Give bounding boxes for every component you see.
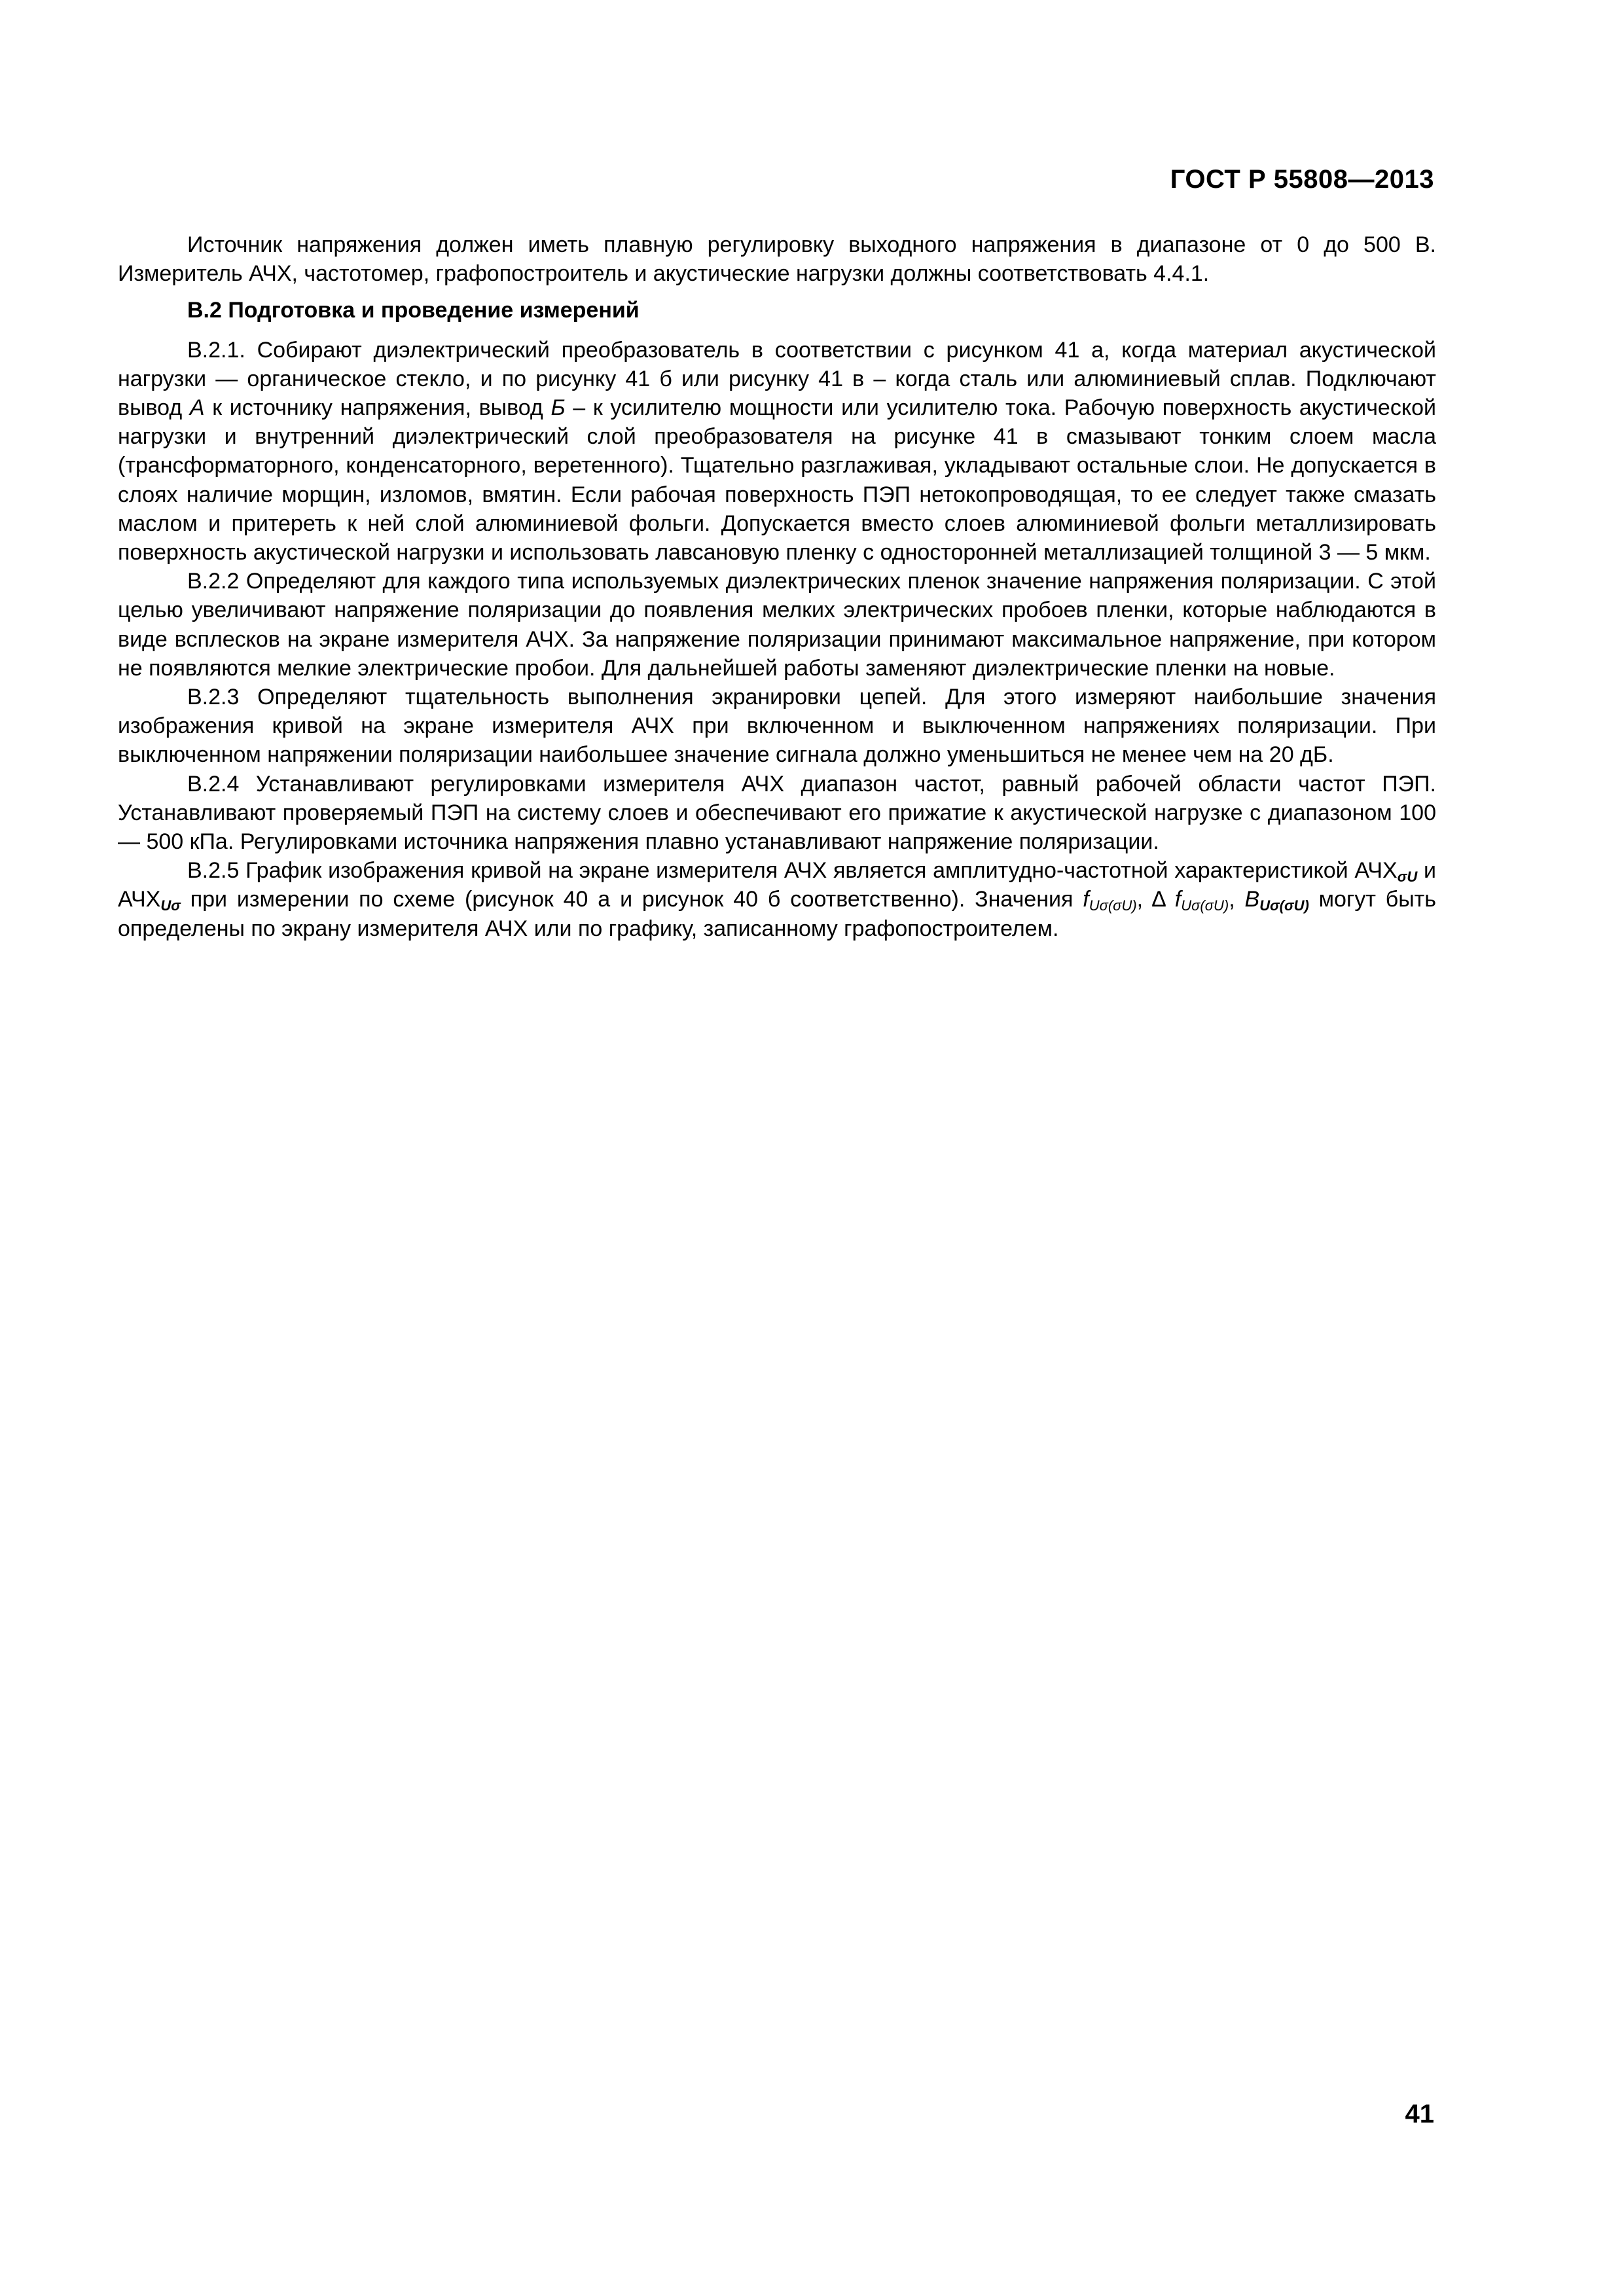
p5-symbol-delta-f: f xyxy=(1174,887,1182,912)
paragraph-b-2-4: В.2.4 Устанавливают регулировками измерителя АЧХ диапазон частот, равный рабочей области частот ПЭП. Устанавливают проверяемый ПЭП на систему слоев и обеспечивают его прижатие к акустической нагрузке с диапазоном 100 — 500 кПа. Регулировками источника напряжения плавно устанавливают напряжение поляризации. xyxy=(118,771,1436,855)
page-number: 41 xyxy=(1405,2100,1434,2128)
p1-text-3: – к усилителю мощности или усилителю тока. Рабочую поверхность акустической нагрузки и внутренний диэлектрический слой преобразователя на рисунке 41 в смазывают тонким слоем масла (трансформаторного, конденсаторного, веретенного). Тщательно разглаживая, укладывают остальные слои. Не допускается в слоях наличие морщин, изломов, вмятин. Если рабочая поверхность ПЭП нетокопроводящая, то ее следует также смазать маслом и притереть к ней слой алюминиевой фольги. Допускается вместо слоев алюминиевой фольги металлизировать поверхность акустической нагрузки и использовать лавсановую пленку с односторонней металлизацией толщиной 3 — 5 мкм. xyxy=(118,395,1436,565)
document-header: ГОСТ Р 55808—2013 xyxy=(1170,165,1434,194)
p1-text-1: В.2.1. Собирают диэлектрический преобразователь в соответствии с рисунком 41 а, когда материал акустической нагрузки — органическое стекло, и по рисунку 41 б или рисунку 41 в – когда сталь или алюминиевый сплав. Подключают вывод xyxy=(118,337,1436,421)
p5-text-3: при измерении по схеме (рисунок 40 а и рисунок 40 б соответственно). Значения xyxy=(180,887,1083,912)
document-body xyxy=(118,230,1436,943)
p5-text-2: и АЧХ xyxy=(118,858,1436,912)
p5-text-6: могут быть определены по экрану измерителя АЧХ или по графику, записанному графопостроителем. xyxy=(118,887,1436,941)
paragraph-b-2-1 xyxy=(118,336,1436,567)
p1-terminal-a: А xyxy=(189,395,205,421)
p5-subscript-3: Uσ(σU) xyxy=(1089,897,1137,914)
p5-text-5: , xyxy=(1229,887,1245,912)
p5-text-1: В.2.5 График изображения кривой на экране измерителя АЧХ является амплитудно-частотной характеристикой АЧХ xyxy=(187,858,1398,884)
p5-text-4: , Δ xyxy=(1136,887,1175,912)
section-heading: В.2 Подготовка и проведение измерений xyxy=(187,298,640,323)
p5-symbol-f: f xyxy=(1083,887,1089,912)
intro-paragraph: Источник напряжения должен иметь плавную регулировку выходного напряжения в диапазоне от 0 до 500 В. Измеритель АЧХ, частотомер, графопостроитель и акустические нагрузки должны соответствовать 4.4.1. xyxy=(118,232,1436,287)
paragraph-b-2-5 xyxy=(118,856,1436,943)
p1-terminal-b: Б xyxy=(550,395,566,421)
paragraph-b-2-3: В.2.3 Определяют тщательность выполнения экранировки цепей. Для этого измеряют наибольшие значения изображения кривой на экране измерителя АЧХ при включенном и выключенном напряжениях поляризации. При выключенном напряжении поляризации наибольшее значение сигнала должно уменьшиться не менее чем на 20 дБ. xyxy=(118,685,1436,768)
p5-symbol-b: B xyxy=(1244,887,1260,912)
p5-subscript-1: σU xyxy=(1397,869,1418,886)
p5-subscript-5: Uσ(σU) xyxy=(1259,897,1309,914)
p1-text-2: к источнику напряжения, вывод xyxy=(204,395,551,421)
p5-subscript-4: Uσ(σU) xyxy=(1181,897,1229,914)
paragraph-b-2-2: В.2.2 Определяют для каждого типа используемых диэлектрических пленок значение напряжения поляризации. С этой целью увеличивают напряжение поляризации до появления мелких электрических пробоев пленки, которые наблюдаются в виде всплесков на экране измерителя АЧХ. За напряжение поляризации принимают максимальное напряжение, при котором не появляются мелкие электрические пробои. Для дальнейшей работы заменяют диэлектрические пленки на новые. xyxy=(118,569,1436,681)
p5-subscript-2: Uσ xyxy=(160,897,181,914)
